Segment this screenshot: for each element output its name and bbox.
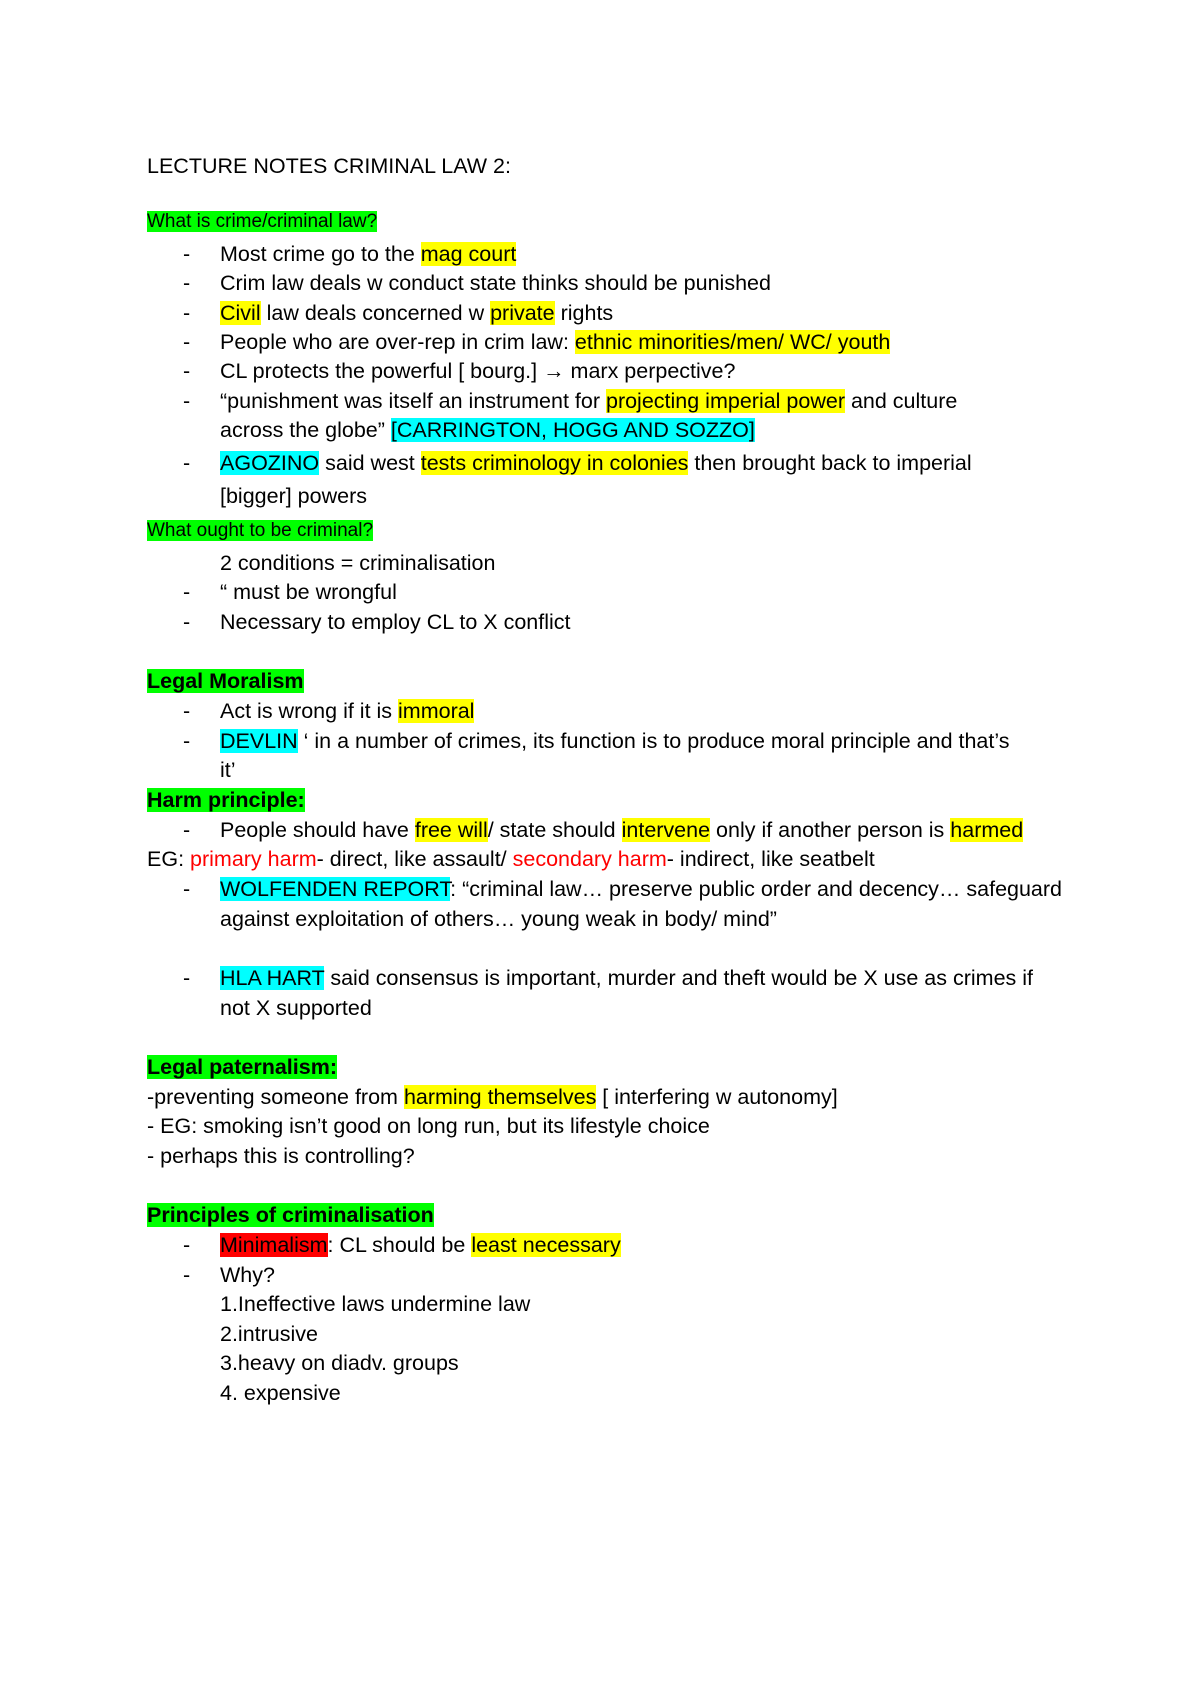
section-heading-principles <box>147 1201 1140 1229</box>
text-run: : CL should be <box>327 1233 472 1257</box>
bullet-dash: - <box>183 580 191 604</box>
text-run: ‘ in a number of crimes, its function is to produce moral principle and that’s <box>297 729 1010 753</box>
bullet-item <box>220 1231 1140 1259</box>
section-heading-crime <box>147 208 1140 236</box>
highlight-yellow: intervene <box>621 818 711 842</box>
bullet-item <box>220 727 1140 755</box>
red-text: primary harm <box>190 847 317 871</box>
paragraph: 2 conditions = criminalisation <box>220 551 496 575</box>
bullet-item: Crim law deals w conduct state thinks should be punished <box>220 271 771 295</box>
text-run: : “criminal law… preserve public order and decency… safeguard <box>450 877 1063 901</box>
text-run: [ interfering w autonomy] <box>596 1085 838 1109</box>
bullet-item <box>220 299 1140 327</box>
bullet-continuation: not X supported <box>220 996 372 1020</box>
section-heading-ought <box>147 517 1140 545</box>
text-run: rights <box>554 301 614 325</box>
bullet-continuation: [bigger] powers <box>220 484 367 508</box>
bullet-dash: - <box>183 729 191 753</box>
text-run: - direct, like assault/ <box>316 847 513 871</box>
text-run: said west <box>319 451 421 475</box>
arrow-right-icon: → <box>543 359 565 383</box>
paragraph <box>147 1083 1140 1111</box>
bullet-dash: - <box>183 966 191 990</box>
highlight-cyan: HLA HART <box>220 966 325 990</box>
text-run: - indirect, like seatbelt <box>666 847 875 871</box>
text-run: EG: <box>147 847 191 871</box>
highlight-yellow: tests criminology in colonies <box>420 451 689 475</box>
text-run: “punishment was itself an instrument for <box>220 389 606 413</box>
text-run: then brought back to imperial <box>688 451 972 475</box>
highlight-yellow: harmed <box>950 818 1024 842</box>
section-heading-paternalism <box>147 1053 1140 1081</box>
bullet-item <box>220 875 1140 903</box>
text-run: marx perpective? <box>564 359 736 383</box>
bullet-item <box>220 449 1140 477</box>
numbered-item: 4. expensive <box>220 1381 341 1405</box>
heading-text: What is crime/criminal law? <box>147 211 378 232</box>
bullet-item <box>220 816 1140 844</box>
bullet-item: “ must be wrongful <box>220 580 397 604</box>
text-run: Most crime go to the <box>220 242 421 266</box>
heading-text: What ought to be criminal? <box>147 520 374 541</box>
text-run: Act is wrong if it is <box>220 699 399 723</box>
text-run: People who are over-rep in crim law: <box>220 330 575 354</box>
highlight-yellow: mag court <box>420 242 517 266</box>
highlight-yellow: private <box>490 301 555 325</box>
text-run: CL protects the powerful [ bourg.] <box>220 359 544 383</box>
bullet-dash: - <box>183 301 191 325</box>
highlight-yellow: harming themselves <box>403 1085 597 1109</box>
highlight-yellow: ethnic minorities/men/ WC/ youth <box>574 330 891 354</box>
bullet-dash: - <box>183 359 191 383</box>
numbered-item: 2.intrusive <box>220 1322 318 1346</box>
bullet-item <box>220 357 1140 385</box>
red-text: secondary harm <box>512 847 667 871</box>
bullet-dash: - <box>183 451 191 475</box>
section-heading-harm <box>147 786 1140 814</box>
bullet-item <box>220 964 1140 992</box>
highlight-yellow: free will <box>414 818 488 842</box>
bullet-continuation: against exploitation of others… young weak in body/ mind” <box>220 907 777 931</box>
example-line <box>147 845 1140 873</box>
text-run: only if another person is <box>710 818 951 842</box>
bullet-dash: - <box>183 389 191 413</box>
text-run: / state should <box>487 818 622 842</box>
bullet-dash: - <box>183 610 191 634</box>
bullet-item <box>220 387 1140 415</box>
document-title: LECTURE NOTES CRIMINAL LAW 2: <box>147 154 511 178</box>
bullet-dash: - <box>183 330 191 354</box>
paragraph: - EG: smoking isn’t good on long run, but its lifestyle choice <box>147 1114 710 1138</box>
heading-text: Legal Moralism <box>147 669 304 693</box>
highlight-red: Minimalism <box>220 1233 328 1257</box>
highlight-cyan: AGOZINO <box>220 451 320 475</box>
highlight-yellow: projecting imperial power <box>605 389 845 413</box>
paragraph: - perhaps this is controlling? <box>147 1144 415 1168</box>
bullet-dash: - <box>183 877 191 901</box>
highlight-cyan: [CARRINGTON, HOGG AND SOZZO] <box>390 418 755 442</box>
bullet-item: Why? <box>220 1263 275 1287</box>
bullet-dash: - <box>183 1233 191 1257</box>
bullet-dash: - <box>183 271 191 295</box>
bullet-continuation <box>220 416 1140 444</box>
heading-text: Principles of criminalisation <box>147 1203 434 1227</box>
bullet-dash: - <box>183 242 191 266</box>
numbered-item: 1.Ineffective laws undermine law <box>220 1292 531 1316</box>
text-run: law deals concerned w <box>260 301 491 325</box>
bullet-item <box>220 697 1140 725</box>
bullet-item: Necessary to employ CL to X conflict <box>220 610 571 634</box>
highlight-yellow: least necessary <box>471 1233 621 1257</box>
bullet-item <box>220 328 1140 356</box>
text-run: said consensus is important, murder and theft would be X use as crimes if <box>324 966 1034 990</box>
text-run: -preventing someone from <box>147 1085 404 1109</box>
text-run: People should have <box>220 818 415 842</box>
text-run: across the globe” <box>220 418 391 442</box>
bullet-dash: - <box>183 699 191 723</box>
highlight-cyan: DEVLIN <box>220 729 298 753</box>
bullet-continuation: it’ <box>220 758 236 782</box>
heading-text: Legal paternalism: <box>147 1055 337 1079</box>
heading-text: Harm principle: <box>147 788 305 812</box>
highlight-cyan: WOLFENDEN REPORT <box>220 877 451 901</box>
highlight-yellow: Civil <box>220 301 261 325</box>
highlight-yellow: immoral <box>398 699 475 723</box>
bullet-item <box>220 240 1140 268</box>
section-heading-moralism <box>147 667 1140 695</box>
bullet-dash: - <box>183 818 191 842</box>
text-run: and culture <box>844 389 958 413</box>
numbered-item: 3.heavy on diadv. groups <box>220 1351 459 1375</box>
bullet-dash: - <box>183 1263 191 1287</box>
